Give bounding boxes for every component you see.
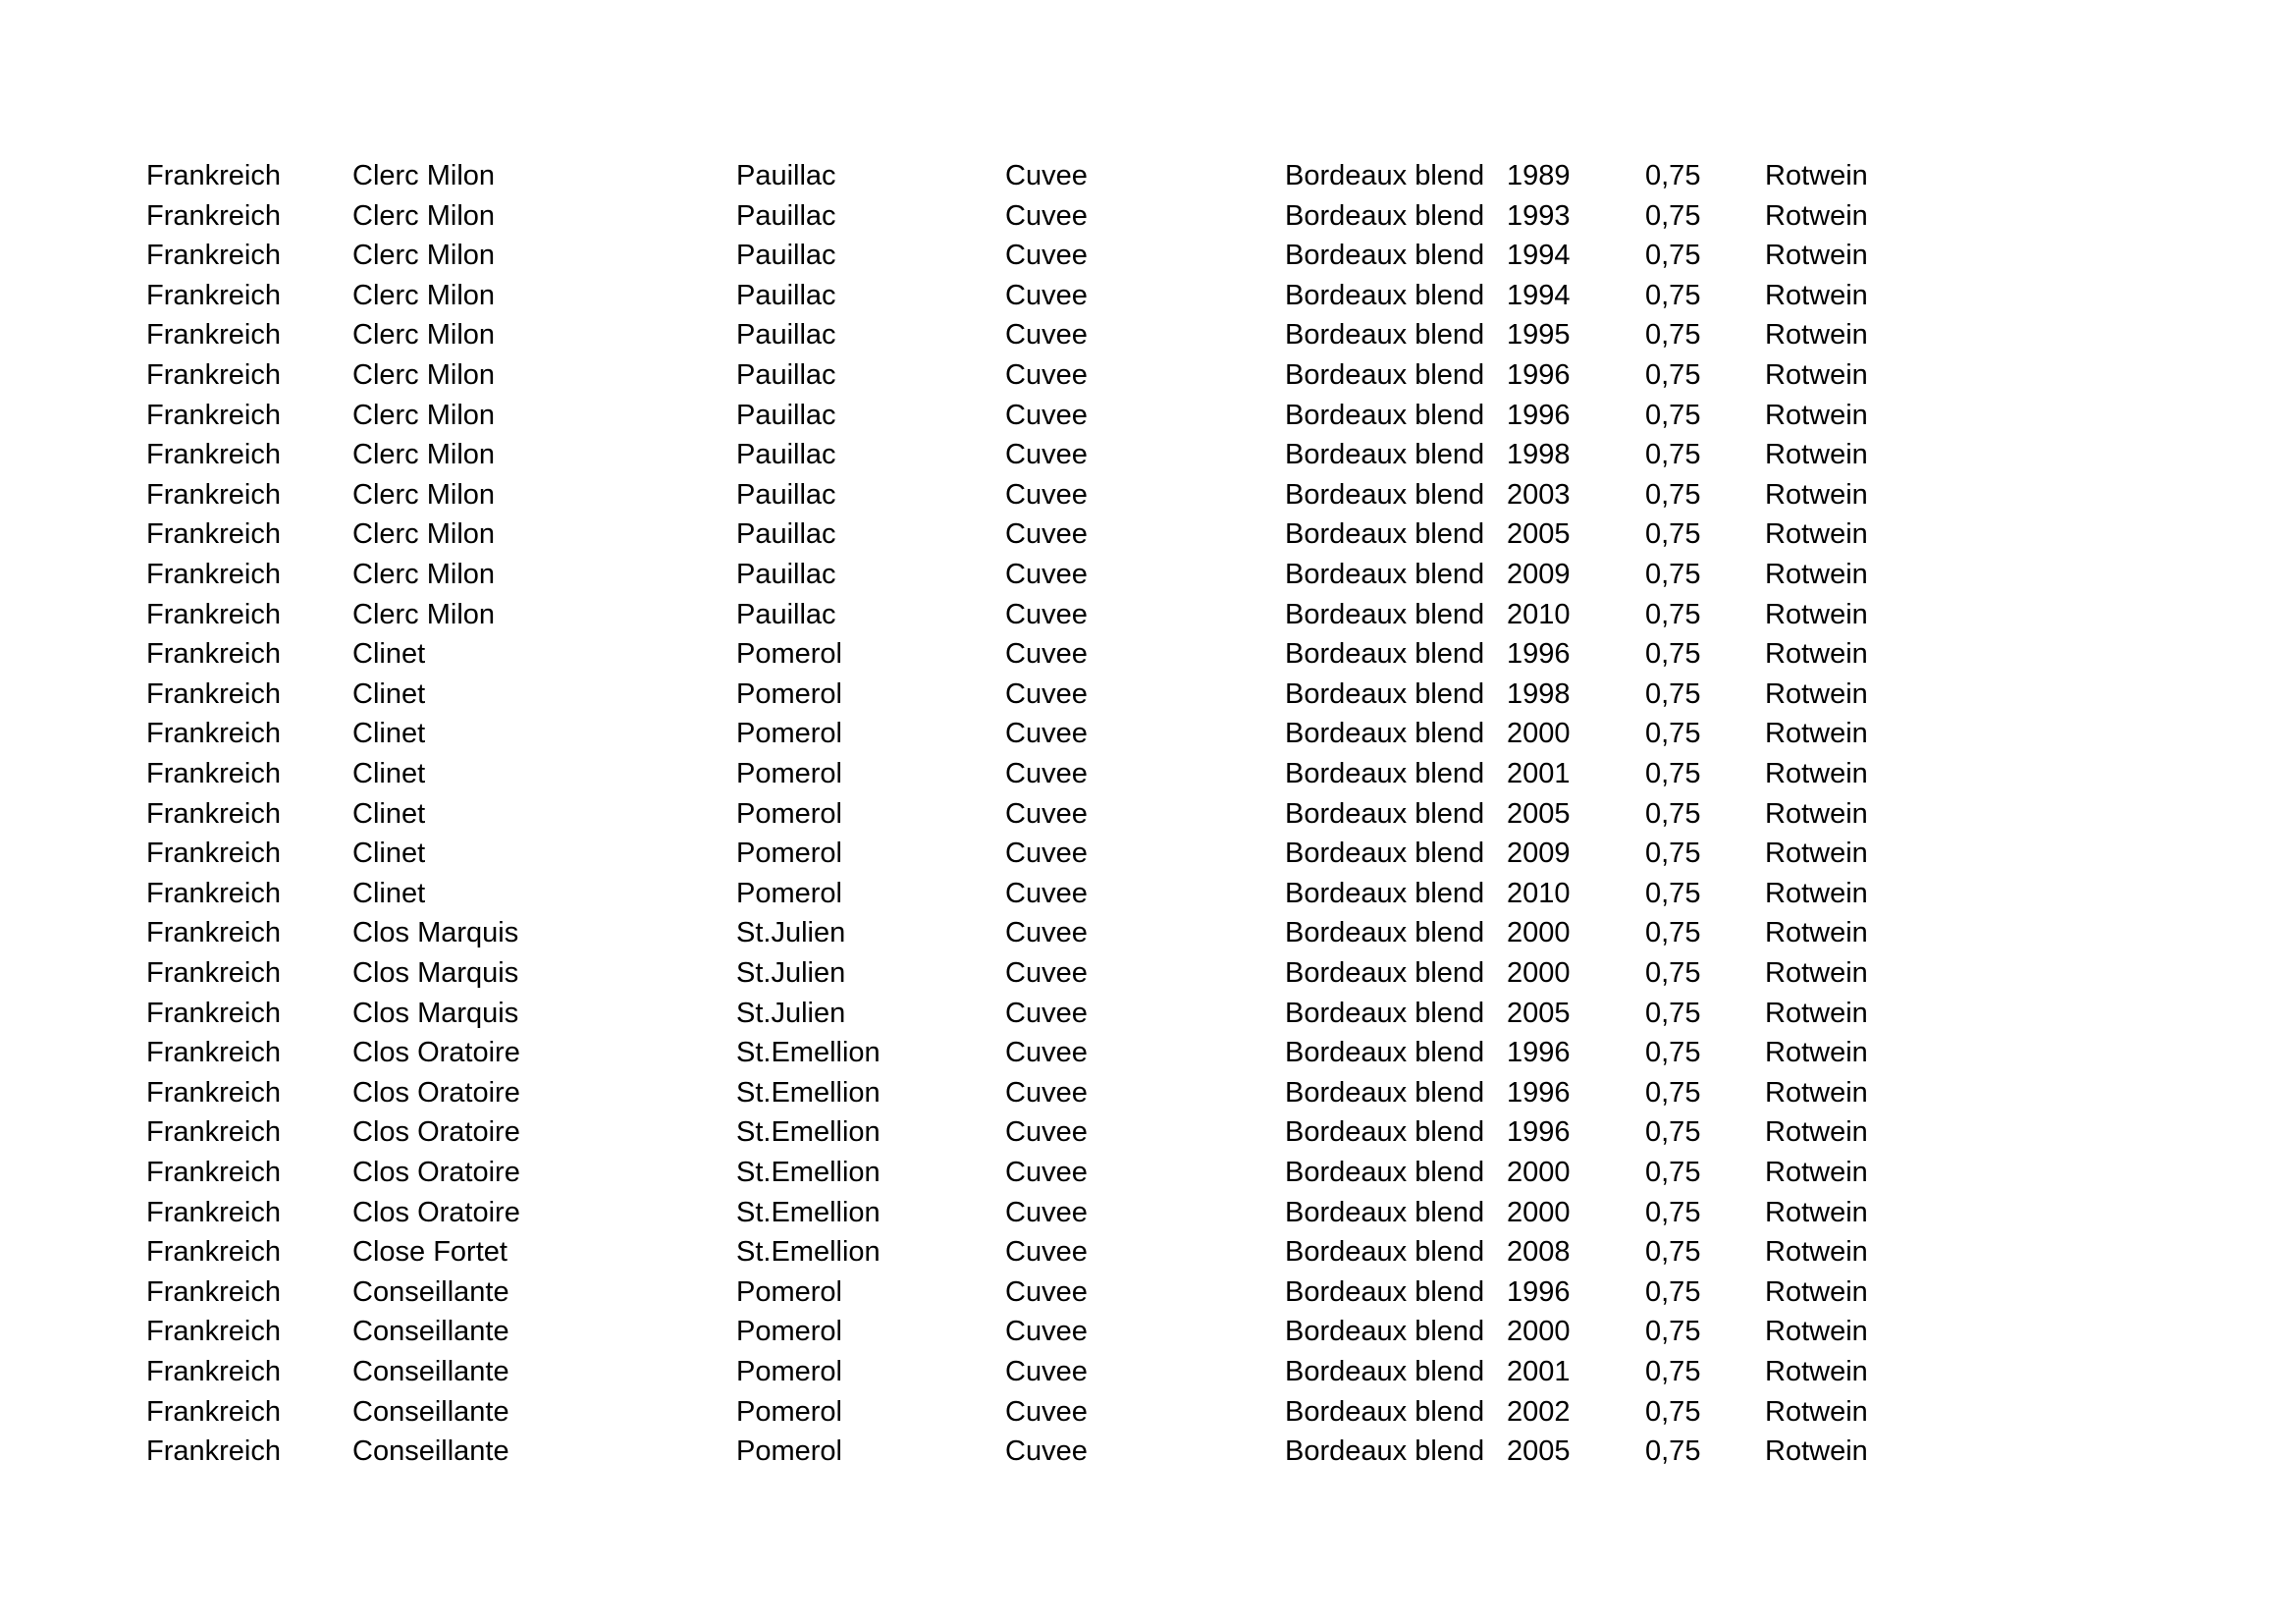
region-cell: Pauillac [736,279,836,311]
volume-cell: 0,75 [1645,797,1701,830]
volume-cell: 0,75 [1645,877,1701,909]
table-row [0,1033,2296,1072]
type-cell: Cuvee [1005,1316,1088,1348]
volume-cell: 0,75 [1645,997,1701,1029]
type-cell: Cuvee [1005,1395,1088,1428]
type-cell: Cuvee [1005,957,1088,989]
producer-cell: Conseillante [352,1435,509,1468]
type-cell: Cuvee [1005,478,1088,511]
volume-cell: 0,75 [1645,758,1701,789]
type-cell: Cuvee [1005,160,1088,191]
producer-cell: Clerc Milon [352,199,496,232]
table-row [0,953,2296,993]
type-cell: Cuvee [1005,838,1088,870]
table-row [0,396,2296,435]
country-cell: Frankreich [146,1076,281,1109]
type-cell: Cuvee [1005,758,1088,789]
producer-cell: Conseillante [352,1316,509,1348]
volume-cell: 0,75 [1645,279,1701,311]
country-cell: Frankreich [146,1395,281,1428]
grape-cell: Bordeaux blend [1285,1196,1485,1228]
volume-cell: 0,75 [1645,199,1701,232]
grape-cell: Bordeaux blend [1285,160,1485,191]
vintage-cell: 1996 [1507,1037,1571,1069]
vintage-cell: 2001 [1507,758,1571,789]
producer-cell: Clinet [352,797,426,830]
producer-cell: Clos Oratoire [352,1196,520,1228]
grape-cell: Bordeaux blend [1285,240,1485,272]
producer-cell: Clinet [352,838,426,870]
table-row [0,1232,2296,1272]
type-cell: Cuvee [1005,638,1088,671]
table-row [0,1432,2296,1471]
country-cell: Frankreich [146,797,281,830]
country-cell: Frankreich [146,240,281,272]
volume-cell: 0,75 [1645,1356,1701,1387]
vintage-cell: 2000 [1507,1196,1571,1228]
category-cell: Rotwein [1765,1356,1868,1387]
country-cell: Frankreich [146,319,281,352]
country-cell: Frankreich [146,160,281,191]
category-cell: Rotwein [1765,1236,1868,1269]
category-cell: Rotwein [1765,1037,1868,1069]
vintage-cell: 2000 [1507,917,1571,949]
category-cell: Rotwein [1765,478,1868,511]
table-row [0,1312,2296,1351]
producer-cell: Clerc Milon [352,160,496,191]
vintage-cell: 2000 [1507,957,1571,989]
vintage-cell: 1993 [1507,199,1571,232]
producer-cell: Clos Oratoire [352,1116,520,1149]
type-cell: Cuvee [1005,518,1088,551]
country-cell: Frankreich [146,1356,281,1387]
type-cell: Cuvee [1005,439,1088,471]
category-cell: Rotwein [1765,559,1868,590]
table-row [0,874,2296,913]
volume-cell: 0,75 [1645,240,1701,272]
table-row [0,276,2296,315]
region-cell: Pomerol [736,638,842,671]
country-cell: Frankreich [146,478,281,511]
vintage-cell: 1998 [1507,677,1571,710]
type-cell: Cuvee [1005,319,1088,352]
volume-cell: 0,75 [1645,1116,1701,1149]
volume-cell: 0,75 [1645,1196,1701,1228]
category-cell: Rotwein [1765,199,1868,232]
country-cell: Frankreich [146,518,281,551]
country-cell: Frankreich [146,598,281,630]
grape-cell: Bordeaux blend [1285,279,1485,311]
table-row [0,634,2296,674]
table-row [0,754,2296,793]
grape-cell: Bordeaux blend [1285,559,1485,590]
grape-cell: Bordeaux blend [1285,638,1485,671]
vintage-cell: 1996 [1507,1116,1571,1149]
volume-cell: 0,75 [1645,1275,1701,1308]
country-cell: Frankreich [146,1275,281,1308]
producer-cell: Clinet [352,677,426,710]
producer-cell: Clos Oratoire [352,1076,520,1109]
category-cell: Rotwein [1765,1116,1868,1149]
producer-cell: Clos Oratoire [352,1157,520,1188]
grape-cell: Bordeaux blend [1285,319,1485,352]
volume-cell: 0,75 [1645,478,1701,511]
type-cell: Cuvee [1005,240,1088,272]
volume-cell: 0,75 [1645,160,1701,191]
volume-cell: 0,75 [1645,439,1701,471]
producer-cell: Clinet [352,758,426,789]
vintage-cell: 2010 [1507,598,1571,630]
vintage-cell: 1994 [1507,240,1571,272]
country-cell: Frankreich [146,279,281,311]
volume-cell: 0,75 [1645,359,1701,391]
vintage-cell: 2000 [1507,1157,1571,1188]
producer-cell: Clerc Milon [352,399,496,431]
type-cell: Cuvee [1005,1435,1088,1468]
grape-cell: Bordeaux blend [1285,997,1485,1029]
table-row [0,236,2296,275]
region-cell: Pauillac [736,518,836,551]
country-cell: Frankreich [146,758,281,789]
category-cell: Rotwein [1765,279,1868,311]
country-cell: Frankreich [146,399,281,431]
grape-cell: Bordeaux blend [1285,877,1485,909]
table-row [0,514,2296,554]
country-cell: Frankreich [146,1196,281,1228]
region-cell: Pauillac [736,598,836,630]
country-cell: Frankreich [146,559,281,590]
category-cell: Rotwein [1765,439,1868,471]
region-cell: Pomerol [736,1395,842,1428]
region-cell: Pomerol [736,758,842,789]
grape-cell: Bordeaux blend [1285,478,1485,511]
volume-cell: 0,75 [1645,677,1701,710]
table-row [0,994,2296,1033]
grape-cell: Bordeaux blend [1285,957,1485,989]
volume-cell: 0,75 [1645,718,1701,750]
region-cell: St.Emellion [736,1196,881,1228]
category-cell: Rotwein [1765,917,1868,949]
volume-cell: 0,75 [1645,957,1701,989]
country-cell: Frankreich [146,359,281,391]
volume-cell: 0,75 [1645,1037,1701,1069]
type-cell: Cuvee [1005,997,1088,1029]
table-row [0,475,2296,514]
region-cell: St.Emellion [736,1236,881,1269]
grape-cell: Bordeaux blend [1285,1395,1485,1428]
country-cell: Frankreich [146,638,281,671]
category-cell: Rotwein [1765,598,1868,630]
region-cell: Pauillac [736,559,836,590]
vintage-cell: 1996 [1507,1275,1571,1308]
region-cell: Pomerol [736,1316,842,1348]
grape-cell: Bordeaux blend [1285,758,1485,789]
vintage-cell: 1989 [1507,160,1571,191]
grape-cell: Bordeaux blend [1285,518,1485,551]
country-cell: Frankreich [146,1157,281,1188]
grape-cell: Bordeaux blend [1285,1236,1485,1269]
table-row [0,355,2296,395]
category-cell: Rotwein [1765,758,1868,789]
region-cell: Pauillac [736,439,836,471]
category-cell: Rotwein [1765,997,1868,1029]
vintage-cell: 2005 [1507,518,1571,551]
region-cell: Pomerol [736,1356,842,1387]
type-cell: Cuvee [1005,1116,1088,1149]
vintage-cell: 2008 [1507,1236,1571,1269]
region-cell: Pauillac [736,160,836,191]
region-cell: Pomerol [736,677,842,710]
volume-cell: 0,75 [1645,559,1701,590]
grape-cell: Bordeaux blend [1285,1435,1485,1468]
type-cell: Cuvee [1005,1196,1088,1228]
producer-cell: Clinet [352,877,426,909]
vintage-cell: 1996 [1507,1076,1571,1109]
producer-cell: Clos Marquis [352,997,519,1029]
country-cell: Frankreich [146,838,281,870]
category-cell: Rotwein [1765,1076,1868,1109]
producer-cell: Clerc Milon [352,478,496,511]
grape-cell: Bordeaux blend [1285,1037,1485,1069]
volume-cell: 0,75 [1645,838,1701,870]
vintage-cell: 1996 [1507,359,1571,391]
country-cell: Frankreich [146,1037,281,1069]
category-cell: Rotwein [1765,877,1868,909]
grape-cell: Bordeaux blend [1285,797,1485,830]
volume-cell: 0,75 [1645,598,1701,630]
region-cell: St.Emellion [736,1116,881,1149]
country-cell: Frankreich [146,1435,281,1468]
table-row [0,1272,2296,1312]
table-row [0,1112,2296,1152]
table-row [0,156,2296,195]
producer-cell: Clerc Milon [352,559,496,590]
grape-cell: Bordeaux blend [1285,677,1485,710]
category-cell: Rotwein [1765,1316,1868,1348]
type-cell: Cuvee [1005,718,1088,750]
type-cell: Cuvee [1005,359,1088,391]
vintage-cell: 2005 [1507,997,1571,1029]
producer-cell: Clos Oratoire [352,1037,520,1069]
type-cell: Cuvee [1005,917,1088,949]
grape-cell: Bordeaux blend [1285,399,1485,431]
table-row [0,315,2296,354]
volume-cell: 0,75 [1645,638,1701,671]
region-cell: Pauillac [736,359,836,391]
type-cell: Cuvee [1005,399,1088,431]
region-cell: St.Julien [736,917,846,949]
country-cell: Frankreich [146,877,281,909]
vintage-cell: 2000 [1507,1316,1571,1348]
table-row [0,1153,2296,1192]
grape-cell: Bordeaux blend [1285,917,1485,949]
grape-cell: Bordeaux blend [1285,1356,1485,1387]
vintage-cell: 2000 [1507,718,1571,750]
category-cell: Rotwein [1765,399,1868,431]
volume-cell: 0,75 [1645,917,1701,949]
volume-cell: 0,75 [1645,1236,1701,1269]
producer-cell: Close Fortet [352,1236,507,1269]
country-cell: Frankreich [146,439,281,471]
producer-cell: Clerc Milon [352,319,496,352]
producer-cell: Clos Marquis [352,917,519,949]
grape-cell: Bordeaux blend [1285,359,1485,391]
grape-cell: Bordeaux blend [1285,718,1485,750]
vintage-cell: 2005 [1507,1435,1571,1468]
category-cell: Rotwein [1765,638,1868,671]
type-cell: Cuvee [1005,1076,1088,1109]
country-cell: Frankreich [146,1116,281,1149]
grape-cell: Bordeaux blend [1285,1116,1485,1149]
producer-cell: Clerc Milon [352,279,496,311]
volume-cell: 0,75 [1645,1316,1701,1348]
producer-cell: Conseillante [352,1395,509,1428]
category-cell: Rotwein [1765,359,1868,391]
region-cell: Pauillac [736,319,836,352]
table-row [0,834,2296,873]
table-row [0,714,2296,753]
region-cell: Pomerol [736,1435,842,1468]
region-cell: St.Emellion [736,1157,881,1188]
region-cell: St.Emellion [736,1037,881,1069]
producer-cell: Clerc Milon [352,518,496,551]
volume-cell: 0,75 [1645,1395,1701,1428]
category-cell: Rotwein [1765,518,1868,551]
volume-cell: 0,75 [1645,399,1701,431]
region-cell: Pauillac [736,240,836,272]
grape-cell: Bordeaux blend [1285,1157,1485,1188]
region-cell: Pomerol [736,797,842,830]
vintage-cell: 2009 [1507,559,1571,590]
producer-cell: Clinet [352,718,426,750]
category-cell: Rotwein [1765,957,1868,989]
grape-cell: Bordeaux blend [1285,838,1485,870]
type-cell: Cuvee [1005,1275,1088,1308]
category-cell: Rotwein [1765,1435,1868,1468]
category-cell: Rotwein [1765,1196,1868,1228]
category-cell: Rotwein [1765,1275,1868,1308]
table-row [0,1073,2296,1112]
type-cell: Cuvee [1005,877,1088,909]
region-cell: Pauillac [736,199,836,232]
table-row [0,435,2296,474]
producer-cell: Conseillante [352,1356,509,1387]
table-row [0,196,2296,236]
grape-cell: Bordeaux blend [1285,1316,1485,1348]
vintage-cell: 2002 [1507,1395,1571,1428]
producer-cell: Clerc Milon [352,240,496,272]
category-cell: Rotwein [1765,1157,1868,1188]
type-cell: Cuvee [1005,1356,1088,1387]
producer-cell: Conseillante [352,1275,509,1308]
table-row [0,1193,2296,1232]
grape-cell: Bordeaux blend [1285,1275,1485,1308]
vintage-cell: 1998 [1507,439,1571,471]
vintage-cell: 1996 [1507,399,1571,431]
type-cell: Cuvee [1005,1236,1088,1269]
vintage-cell: 2005 [1507,797,1571,830]
vintage-cell: 2010 [1507,877,1571,909]
volume-cell: 0,75 [1645,1076,1701,1109]
producer-cell: Clerc Milon [352,439,496,471]
region-cell: Pauillac [736,478,836,511]
volume-cell: 0,75 [1645,319,1701,352]
category-cell: Rotwein [1765,1395,1868,1428]
table-row [0,555,2296,594]
category-cell: Rotwein [1765,240,1868,272]
type-cell: Cuvee [1005,797,1088,830]
region-cell: Pauillac [736,399,836,431]
country-cell: Frankreich [146,677,281,710]
region-cell: Pomerol [736,877,842,909]
vintage-cell: 2009 [1507,838,1571,870]
type-cell: Cuvee [1005,199,1088,232]
volume-cell: 0,75 [1645,1435,1701,1468]
vintage-cell: 1994 [1507,279,1571,311]
type-cell: Cuvee [1005,559,1088,590]
volume-cell: 0,75 [1645,1157,1701,1188]
region-cell: St.Emellion [736,1076,881,1109]
category-cell: Rotwein [1765,797,1868,830]
table-row [0,913,2296,952]
country-cell: Frankreich [146,917,281,949]
table-row [0,595,2296,634]
grape-cell: Bordeaux blend [1285,598,1485,630]
grape-cell: Bordeaux blend [1285,1076,1485,1109]
table-row [0,1352,2296,1391]
vintage-cell: 2001 [1507,1356,1571,1387]
type-cell: Cuvee [1005,1037,1088,1069]
type-cell: Cuvee [1005,279,1088,311]
vintage-cell: 2003 [1507,478,1571,511]
producer-cell: Clinet [352,638,426,671]
type-cell: Cuvee [1005,677,1088,710]
country-cell: Frankreich [146,997,281,1029]
country-cell: Frankreich [146,199,281,232]
region-cell: St.Julien [736,997,846,1029]
type-cell: Cuvee [1005,598,1088,630]
category-cell: Rotwein [1765,160,1868,191]
producer-cell: Clerc Milon [352,598,496,630]
vintage-cell: 1995 [1507,319,1571,352]
producer-cell: Clos Marquis [352,957,519,989]
table-row [0,794,2296,834]
country-cell: Frankreich [146,1316,281,1348]
table-row [0,1392,2296,1432]
volume-cell: 0,75 [1645,518,1701,551]
category-cell: Rotwein [1765,718,1868,750]
producer-cell: Clerc Milon [352,359,496,391]
country-cell: Frankreich [146,1236,281,1269]
category-cell: Rotwein [1765,838,1868,870]
vintage-cell: 1996 [1507,638,1571,671]
country-cell: Frankreich [146,718,281,750]
grape-cell: Bordeaux blend [1285,199,1485,232]
region-cell: Pomerol [736,838,842,870]
region-cell: Pomerol [736,1275,842,1308]
type-cell: Cuvee [1005,1157,1088,1188]
region-cell: Pomerol [736,718,842,750]
category-cell: Rotwein [1765,677,1868,710]
grape-cell: Bordeaux blend [1285,439,1485,471]
table-row [0,675,2296,714]
category-cell: Rotwein [1765,319,1868,352]
country-cell: Frankreich [146,957,281,989]
region-cell: St.Julien [736,957,846,989]
